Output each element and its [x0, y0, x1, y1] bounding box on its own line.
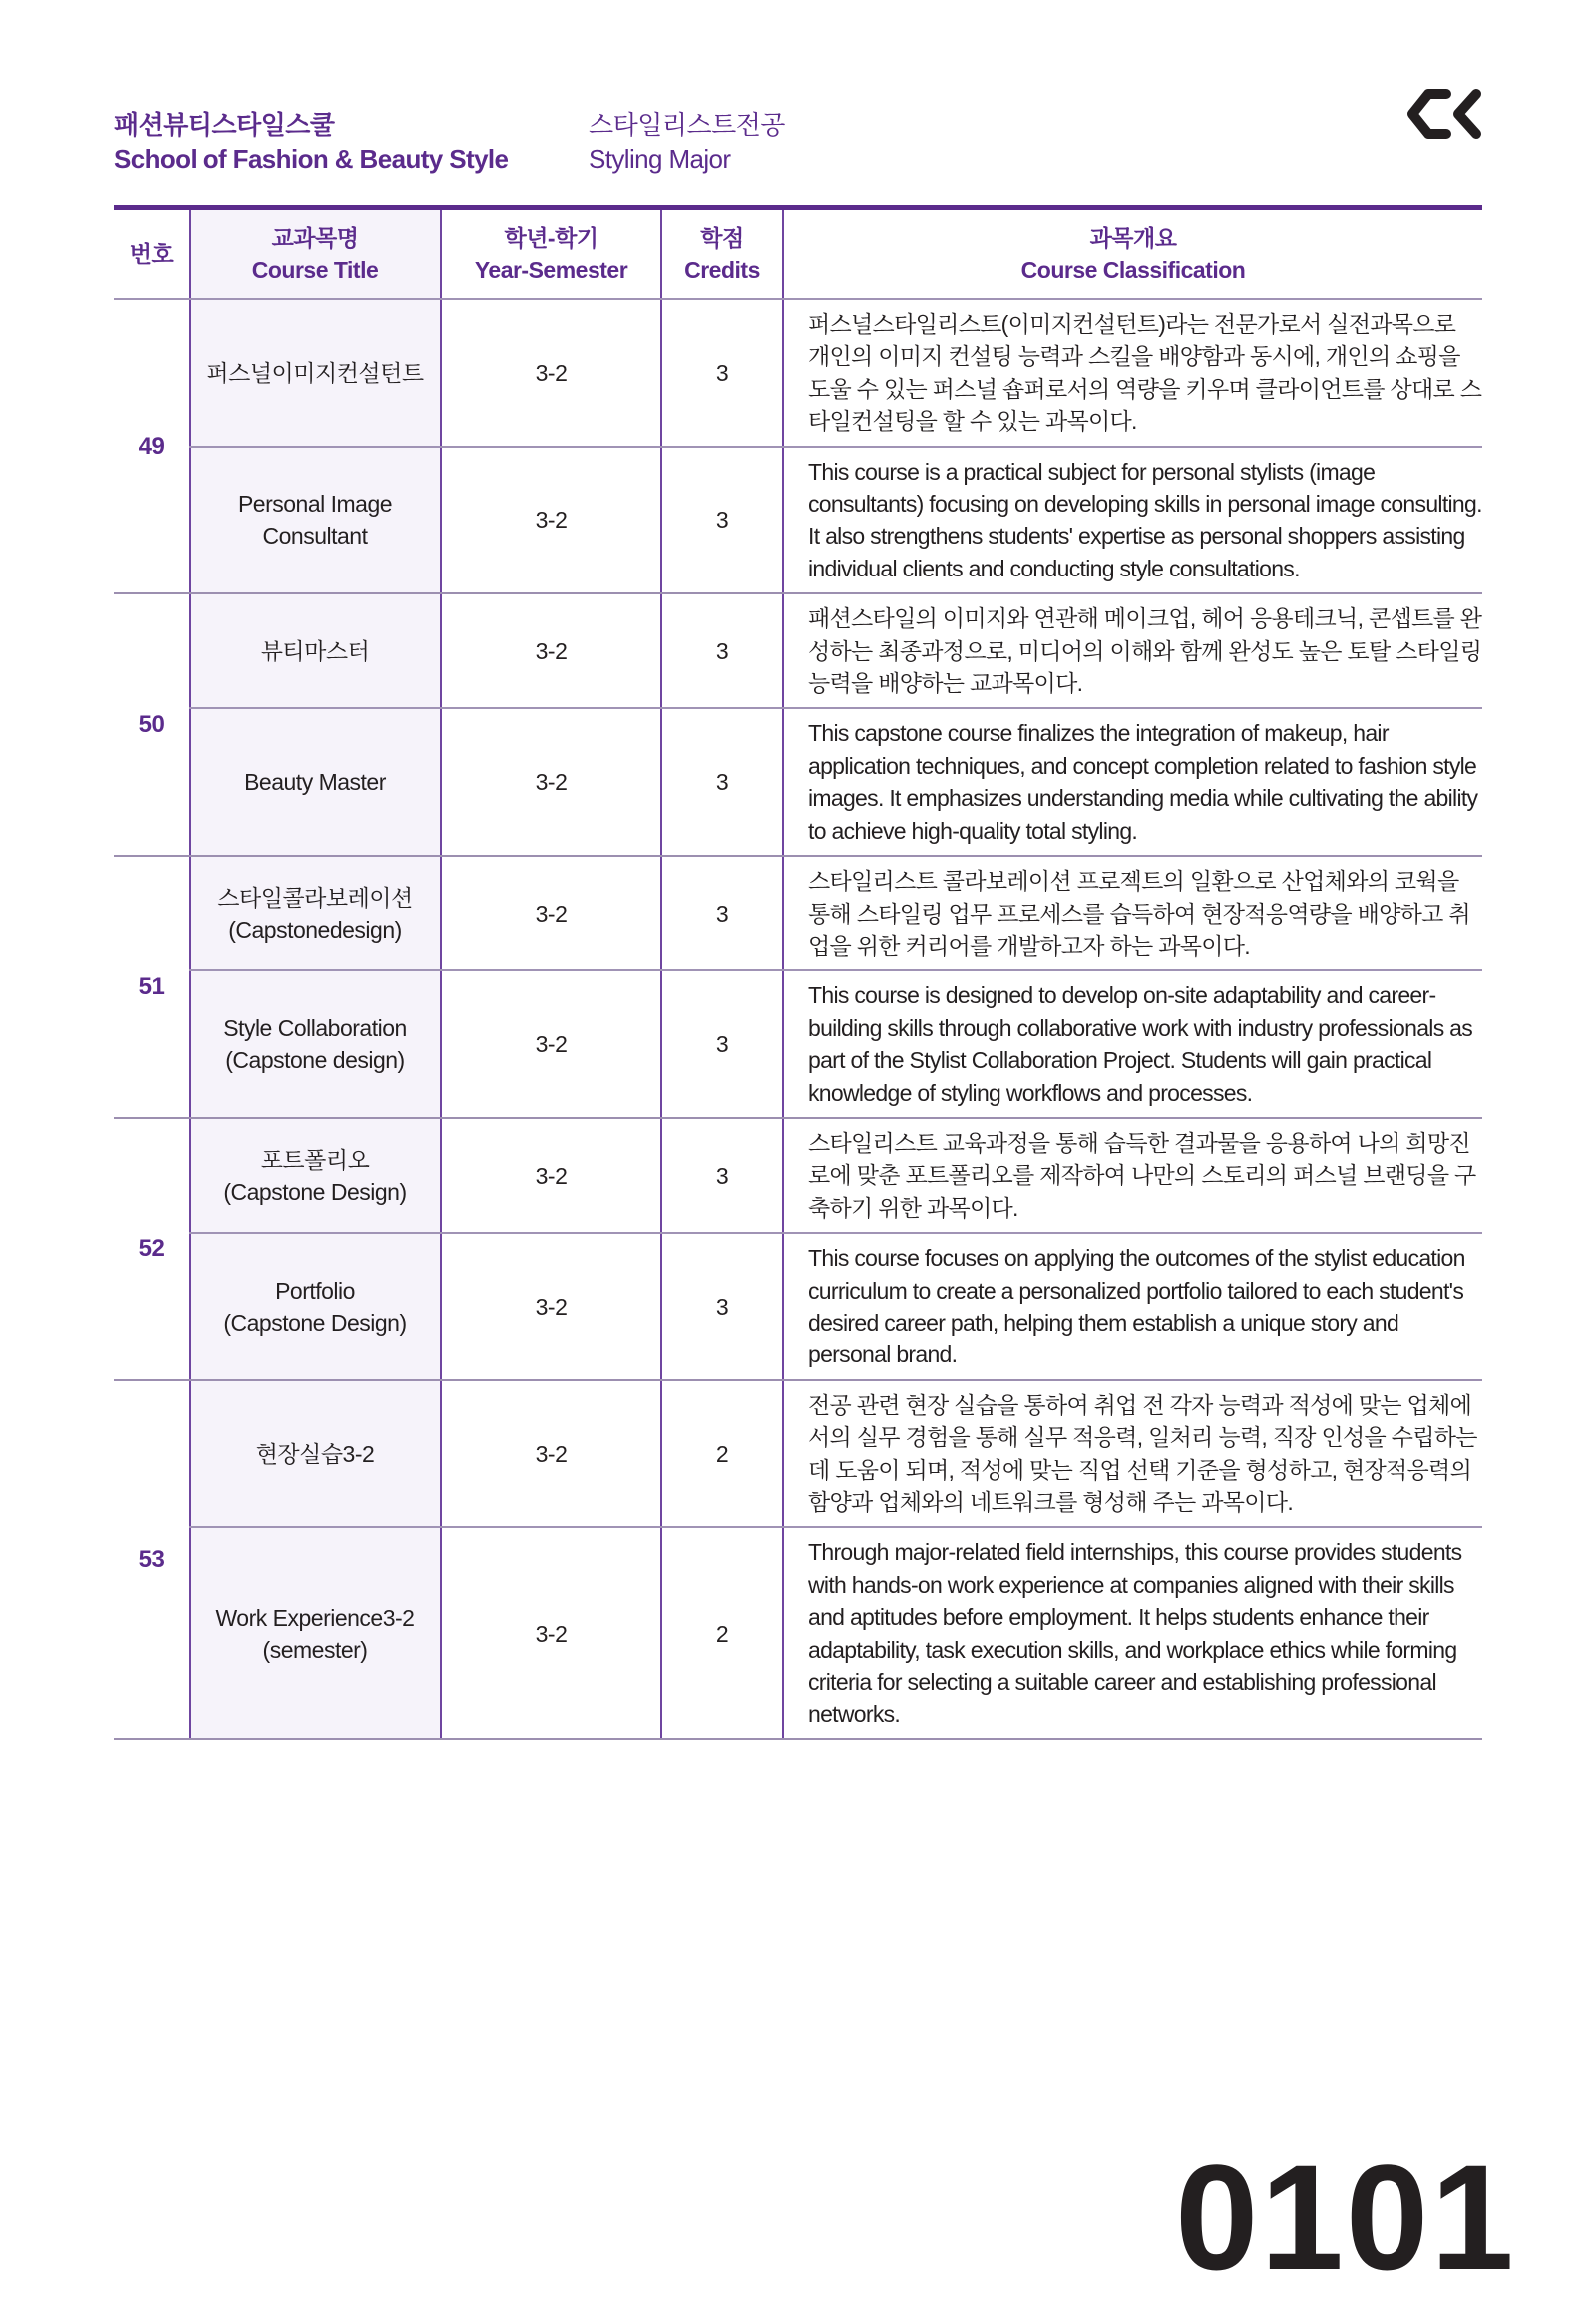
course-title: [190, 708, 441, 856]
header-year-semester: [441, 208, 661, 300]
header-year-semester-en: Year-Semester: [474, 257, 628, 283]
header-no-label: 번호: [129, 241, 174, 267]
school-name: [114, 108, 508, 176]
course-title: [190, 856, 441, 970]
course-title-line1: 퍼스널이미지컨설턴트: [206, 359, 424, 386]
header-description-en: Course Classification: [1020, 257, 1246, 283]
table-row: [114, 593, 1482, 708]
course-title: [190, 1380, 441, 1528]
year-semester: 3-2: [441, 970, 661, 1118]
major-name: [589, 108, 785, 176]
course-title-line1: 뷰티마스터: [260, 637, 370, 664]
course-description: This course is designed to develop on-site adaptability and career-building skills through collaborative work with industry professionals as part of the Stylist Collaboration Project. Students will gain practical knowledge of styling workflows and processes.: [783, 970, 1482, 1118]
course-description: This course focuses on applying the outcomes of the stylist education curriculum to create a personalized portfolio tailored to each student's desired career path, helping them establish a unique story and personal brand.: [783, 1233, 1482, 1380]
course-number: 53: [114, 1380, 190, 1739]
course-number: 49: [114, 299, 190, 593]
course-title-line2: (Capstone Design): [223, 1178, 407, 1205]
course-title-line2: (semester): [262, 1636, 368, 1663]
course-title-line1: Work Experience3-2: [215, 1604, 415, 1631]
table-header-row: [114, 208, 1482, 300]
course-title-line1: Style Collaboration: [223, 1015, 407, 1042]
course-title-line2: (Capstone Design): [223, 1309, 407, 1336]
header-credits-en: Credits: [684, 257, 760, 283]
credits: 3: [661, 299, 783, 447]
credits: 3: [661, 708, 783, 856]
course-title-line2: (Capstone design): [225, 1047, 405, 1074]
year-semester: 3-2: [441, 1527, 661, 1738]
year-semester: 3-2: [441, 1118, 661, 1233]
table-row: [114, 856, 1482, 970]
course-description: Through major-related field internships, this course provides students with hands-on work experience at companies aligned with their skills and aptitudes before employment. It helps students enhance their adaptability, task execution skills, and workplace ethics while forming criteria for selecting a suitable career and establishing professional networks.: [783, 1527, 1482, 1738]
year-semester: 3-2: [441, 856, 661, 970]
credits: 2: [661, 1380, 783, 1528]
course-description: This capstone course finalizes the integration of makeup, hair application techniques, and concept completion related to fashion style images. It emphasizes understanding media while cultivating the ability to achieve high-quality total styling.: [783, 708, 1482, 856]
header-credits-ko: 학점: [700, 225, 744, 251]
school-name-en: School of Fashion & Beauty Style: [114, 144, 509, 174]
credits: 3: [661, 593, 783, 708]
header-course-title-ko: 교과목명: [271, 225, 359, 251]
course-table: [114, 205, 1482, 1740]
course-title-line2: (Capstonedesign): [228, 916, 402, 943]
year-semester: 3-2: [441, 447, 661, 594]
year-semester: 3-2: [441, 593, 661, 708]
course-title: [190, 1118, 441, 1233]
ck-logo-icon: [1406, 88, 1486, 140]
course-number: 50: [114, 593, 190, 856]
course-description: 스타일리스트 콜라보레이션 프로젝트의 일환으로 산업체와의 코웍을 통해 스타일링 업무 프로세스를 습득하여 현장적응역량을 배양하고 취업을 위한 커리어를 개발하고자 하는 과목이다.: [783, 856, 1482, 970]
course-number: 52: [114, 1118, 190, 1380]
credits: 3: [661, 1118, 783, 1233]
major-name-en: Styling Major: [589, 144, 731, 174]
course-title-line1: Personal Image: [237, 491, 393, 518]
credits: 3: [661, 970, 783, 1118]
course-title-line1: 스타일콜라보레이션: [217, 884, 413, 911]
year-semester: 3-2: [441, 1233, 661, 1380]
course-description: 전공 관련 현장 실습을 통하여 취업 전 각자 능력과 적성에 맞는 업체에서의 실무 경험을 통해 실무 적응력, 일처리 능력, 직장 인성을 수립하는데 도움이 되며, 적성에 맞는 직업 선택 기준을 형성하고, 현장적응력의 함양과 업체와의 네트워크를 형성해 주는 과목이다.: [783, 1380, 1482, 1528]
major-name-ko: 스타일리스트전공: [589, 110, 785, 140]
table-row: [114, 1527, 1482, 1738]
credits: 3: [661, 447, 783, 594]
course-title: [190, 299, 441, 447]
header-year-semester-ko: 학년-학기: [504, 225, 598, 251]
course-description: 퍼스널스타일리스트(이미지컨설턴트)라는 전문가로서 실전과목으로 개인의 이미지 컨설팅 능력과 스킬을 배양함과 동시에, 개인의 쇼핑을 도울 수 있는 퍼스널 숍퍼로서의 역량을 키우며 클라이언트를 상대로 스타일컨설팅을 할 수 있는 과목이다.: [783, 299, 1482, 447]
course-title-line1: 포트폴리오: [260, 1146, 370, 1173]
credits: 3: [661, 856, 783, 970]
course-number: 51: [114, 856, 190, 1118]
credits: 2: [661, 1527, 783, 1738]
course-title: [190, 1233, 441, 1380]
table-row: [114, 708, 1482, 856]
course-title: [190, 970, 441, 1118]
course-title-line1: 현장실습3-2: [255, 1440, 375, 1467]
table-row: [114, 447, 1482, 594]
table-row: [114, 299, 1482, 447]
table-row: [114, 1118, 1482, 1233]
header-description-ko: 과목개요: [1089, 225, 1177, 251]
header-course-title: [190, 208, 441, 300]
table-row: [114, 1380, 1482, 1528]
year-semester: 3-2: [441, 708, 661, 856]
year-semester: 3-2: [441, 1380, 661, 1528]
course-title-line1: Portfolio: [275, 1277, 355, 1304]
course-description: This course is a practical subject for personal stylists (image consultants) focusing on developing skills in personal image consulting. It also strengthens students' expertise as personal shoppers assisting individual clients and conducting style consultations.: [783, 447, 1482, 594]
table-row: [114, 970, 1482, 1118]
course-title: [190, 447, 441, 594]
header-course-title-en: Course Title: [251, 257, 379, 283]
course-title-line2: Consultant: [262, 523, 368, 550]
school-name-ko: 패션뷰티스타일스쿨: [114, 110, 335, 140]
header-description: [783, 208, 1482, 300]
credits: 3: [661, 1233, 783, 1380]
year-semester: 3-2: [441, 299, 661, 447]
course-description: 스타일리스트 교육과정을 통해 습득한 결과물을 응용하여 나의 희망진로에 맞춘 포트폴리오를 제작하여 나만의 스토리의 퍼스널 브랜딩을 구축하기 위한 과목이다.: [783, 1118, 1482, 1233]
course-title: [190, 1527, 441, 1738]
header-credits: [661, 208, 783, 300]
course-title: [190, 593, 441, 708]
course-description: 패션스타일의 이미지와 연관해 메이크업, 헤어 응용테크닉, 콘셉트를 완성하는 최종과정으로, 미디어의 이해와 함께 완성도 높은 토탈 스타일링 능력을 배양하는 교과목이다.: [783, 593, 1482, 708]
course-title-line1: Beauty Master: [244, 769, 386, 796]
header-no: [114, 208, 190, 300]
table-row: [114, 1233, 1482, 1380]
page-number: 0101: [1175, 2133, 1516, 2301]
